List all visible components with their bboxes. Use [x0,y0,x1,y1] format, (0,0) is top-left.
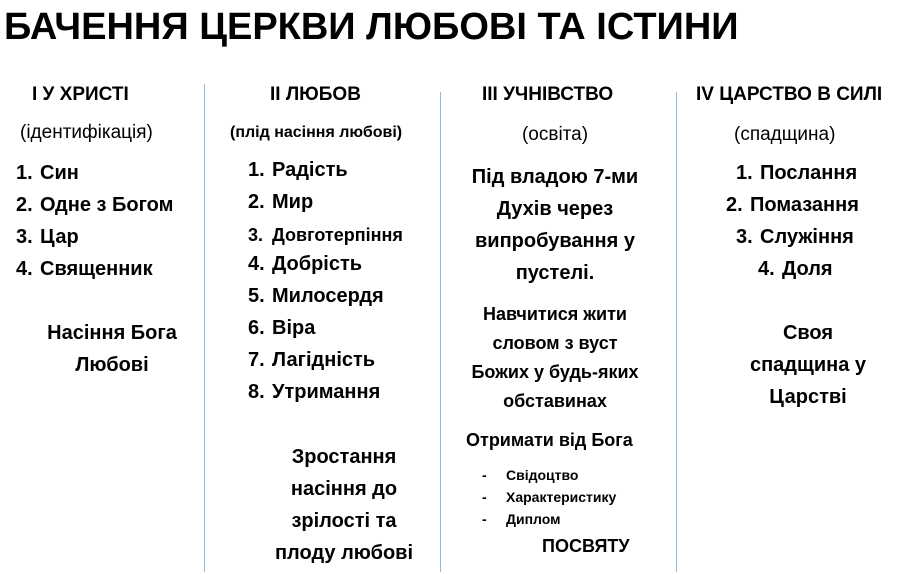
column-4-subtitle: (спадщина) [734,124,836,145]
column-3-subtitle: (освіта) [521,124,589,145]
column-2-subtitle: (плід насіння любові) [230,124,403,141]
column-3-dash-item: - Диплом [482,511,561,527]
column-4-summary-line: Своя [782,322,834,344]
column-3-dash-item: - Характеристику [482,489,617,505]
column-3-dash-item: - Свідоцтво [482,467,579,483]
column-2-summary-line: плоду любові [274,542,414,564]
column-3-paragraph-line: Під владою 7-ми [471,166,639,188]
column-2-summary-line: зрілості та [291,510,397,532]
column-1-heading: І У ХРИСТІ [32,84,129,105]
column-2-item: 6. Віра [248,317,316,339]
column-1-subtitle: (ідентифікація) [20,122,153,143]
column-4-item: 4. Доля [758,258,833,280]
column-3-paragraph-line: пустелі. [515,262,595,284]
column-4-summary-line: Царстві [769,386,847,408]
column-2-summary-line: насіння до [290,478,398,500]
column-4-item: 1. Послання [736,162,858,184]
column-3-paragraph-line: словом з вуст [492,333,618,353]
column-2-item: 2. Мир [248,191,314,213]
column-2-summary-line: Зростання [291,446,397,468]
column-1-summary-line: Насіння Бога [47,322,177,344]
column-2-item: 7. Лагідність [248,349,376,371]
column-4-item: 2. Помазання [726,194,859,216]
column-1-item: 1. Син [16,162,79,184]
column-3-receive: Отримати від Бога [466,430,633,450]
column-divider-3 [676,92,677,572]
column-2-item: 5. Милосердя [248,285,384,307]
column-3-heading: ІІІ УЧНІВСТВО [482,84,614,105]
column-2-item: 8. Утримання [248,381,381,403]
column-3-paragraph-line: Навчитися жити [482,304,627,324]
column-4-heading: ІV ЦАРСТВО В СИЛІ [696,84,883,105]
column-1-item: 2. Одне з Богом [16,194,174,216]
column-3-paragraph-line: обставинах [503,391,607,411]
column-3-paragraph-line: випробування у [475,230,635,252]
column-2-item: 1. Радість [248,159,348,181]
page-title: БАЧЕННЯ ЦЕРКВИ ЛЮБОВІ ТА ІСТИНИ [4,6,739,48]
column-4-item: 3. Служіння [736,226,854,248]
column-1-item: 4. Священник [16,258,153,280]
column-3-paragraph-line: Божих у будь-яких [471,362,639,382]
column-3-paragraph-line: Духів через [496,198,614,220]
column-3-footer: ПОСВЯТУ [542,536,630,556]
column-4-summary-line: спадщина у [749,354,867,376]
column-1-item: 3. Цар [16,226,79,248]
column-2-heading: ІІ ЛЮБОВ [270,84,361,105]
column-2-item: 4. Добрість [248,253,363,275]
column-1-summary-line: Любові [75,354,149,376]
column-2-item: 3. Довготерпіння [248,225,403,245]
